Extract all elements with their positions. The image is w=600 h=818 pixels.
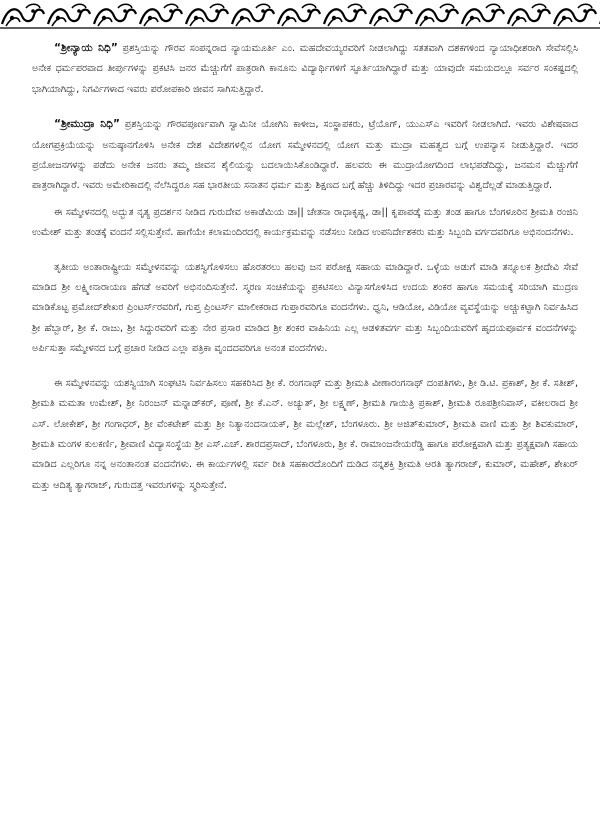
paragraph-text: ತೃತೀಯ ಅಂತಾರಾಷ್ಟ್ರೀಯ ಸಮ್ಮೇಳನವನ್ನು ಯಶಸ್ವಿಗೊಳಿಸಲು ಹೊರತರಲು ಹಲವು ಜನ ಪರೋಕ್ಷ ಸಹಾಯ ಮಾಡಿದ್ದಾರೆ. ಒಳ್ಳೆಯ ಅಡುಗೆ ಮಾಡಿ ತನ್ನೂಲಕ ಶ್ರೀದೇವಿ ಸೇವೆ ಮಾಡಿದ ಶ್ರೀ ಲಕ್ಷ್ಮೀನಾರಾಯಣ ಹೆಗಡೆ ಅವರಿಗೆ ಅಭಿನಂದಿಸುತ್ತೇನೆ. ಸ್ಮರಣ ಸಂಚಿಕೆಯನ್ನು ಪ್ರಕಟಿಸಲು ವಿನ್ಯಾಸಗೊಳಿಸಿದ ಉದಯ ಶಂಕರ ಹಾಗೂ ಸಮಯಕ್ಕೆ ಸರಿಯಾಗಿ ಮುದ್ರಣ ಮಾಡಿಕೊಟ್ಟ ಪ್ರಮೋದ್‌ಶೇಖರ ಪ್ರಿಂಟರ್ಸ್‌ರವರಿಗೆ, ಗುಪ್ತ ಪ್ರಿಂಟರ್ಸ್ ಮಾಲೀಕರಾದ ಗುಪ್ತಾರವರಿಗೂ ವಂದನೆಗಳು. ಧ್ವನಿ, ಆಡಿಯೋ, ವಿಡಿಯೋ ವ್ಯವಸ್ಥೆಯನ್ನು ಅಚ್ಚುಕಟ್ಟಾಗಿ ನಿರ್ವಹಿಸಿದ ಶ್ರೀ ಹೆಬ್ಬಾರ್, ಶ್ರೀ ಕೆ. ರಾಜು, ಶ್ರೀ ಸಿದ್ದುರವರಿಗೆ ಮತ್ತು ನೇರ ಪ್ರಸಾರ ಮಾಡಿದ ಶ್ರೀ ಶಂಕರ ವಾಹಿನಿಯ ಎಲ್ಲ ಆಡಳಿತವರ್ಗ ಮತ್ತು ಸಿಬ್ಬಂದಿಯವರಿಗೆ ಹೃದಯಪೂರ್ವಕ ವಂದನೆಗಳನ್ನು ಅರ್ಪಿಸುತ್ತಾ ಸಮ್ಮೇಳನದ ಬಗ್ಗೆ ಪ್ರಚಾರ ನೀಡಿದ ಎಲ್ಲಾ ಪತ್ರಿಕಾ ವೃಂದದವರಿಗೂ ಅನಂತ ವಂದನೆಗಳು. (32, 261, 578, 355)
paragraph-dance-thanks (32, 203, 578, 244)
award-name-nyaya-nidhi: “ಶ್ರೀನ್ಯಾಯ ನಿಧಿ” (54, 42, 118, 54)
award-name-mudra-nidhi: “ಶ್ರೀಮುದ್ರಾ ನಿಧಿ” (54, 118, 120, 131)
paragraph-support-thanks (32, 258, 578, 360)
paragraph-text: ಪ್ರಶಸ್ತಿಯನ್ನು ಗೌರವಪೂರ್ಣವಾಗಿ ಸ್ವಾಮಿನೀ ಯೋಗಿನಿ ಕಾಳೀಜ, ಸಂಸ್ಥಾಪಕರು, ಟ್ರೆಯೊಗ್, ಯುಎಸ್ಎ ಇವರಿಗೆ ನೀಡಲಾಗಿದೆ. ಇವರು ವಿಶೇಷವಾದ ಯೋಗಪ್ರಕ್ರಿಯೆಯನ್ನು ಅನುಷ್ಠಾನಗೊಳಿಸಿ ಅನೇಕ ದೇಶ ವಿದೇಶಗಳಲ್ಲಿನ ಯೋಗ ಸಮ್ಮೇಳನದಲ್ಲಿ ಯೋಗ ಮತ್ತು ಮುದ್ರಾ ಮಹತ್ವದ ಬಗ್ಗೆ ಉಪನ್ಯಾಸ ನೀಡುತ್ತಿದ್ದಾರೆ. ಇದರ ಪ್ರಯೋಜನಗಳನ್ನು ಪಡೆದು ಅನೇಕ ಜನರು ತಮ್ಮ ಜೀವನ ಶೈಲಿಯನ್ನು ಬದಲಾಯಿಸಿಕೊಂಡಿದ್ದಾರೆ. ಹಲವರು ಈ ಮುದ್ರಾಯೋಗದಿಂದ ಲಾಭಪಡೆದಿದ್ದು, ಜನಮನ ಮೆಚ್ಚುಗೆಗೆ ಪಾತ್ರರಾಗಿದ್ದಾರೆ. ಇವರು ಅಮೇರಿಕಾದಲ್ಲಿ ನೆಲೆಸಿದ್ದರೂ ಸಹ ಭಾರತೀಯ ಸನಾತನ ಧರ್ಮ ಮತ್ತು ಶಿಕ್ಷಣದ ಬಗ್ಗೆ ಹೆಚ್ಚು ತಿಳಿದಿದ್ದು ಇದರ ಪ್ರಚಾರವನ್ನು ವಿಶ್ವದೆಲ್ಲಡೆ ಮಾಡುತ್ತಿದ್ದಾರೆ. (32, 119, 578, 192)
paragraph-organizers-thanks (32, 374, 578, 496)
paragraph-text: ಈ ಸಮ್ಮೇಳನದಲ್ಲಿ ಅದ್ಭುತ ನೃತ್ಯ ಪ್ರದರ್ಶನ ನೀಡಿದ ಗುರುದೇವ ಅಕಾಡೆಮಿಯ ಡಾ|| ಚೇತನಾ ರಾಧಾಕೃಷ್ಣ, ಡಾ|| ಕೃಪಾಪಡ್ಕೆ ಮತ್ತು ತಂಡ ಹಾಗೂ ಬೆಂಗಳೂರಿನ ಶ್ರೀಮತಿ ರಂಜಿನಿ ಉಮೇಶ್ ಮತ್ತು ತಂಡಕ್ಕೆ ವಂದನೆ ಸಲ್ಲಿಸುತ್ತೇನೆ. ಹಾಗೆಯೇ ಕಲಾಮಂದಿರದಲ್ಲಿ ಕಾರ್ಯಕ್ರಮವನ್ನು ನಡೆಸಲು ನೀಡಿದ ಉಪನಿರ್ದೇಶಕರು ಮತ್ತು ಸಿಬ್ಬಂದಿ ವರ್ಗದವರಿಗೂ ಅಭಿನಂದನೆಗಳು. (32, 206, 578, 239)
document-body (32, 38, 578, 496)
paragraph-text: ಪ್ರಶಸ್ತಿಯನ್ನು ಗೌರವ ಸಂಪನ್ನರಾದ ನ್ಯಾಯಮೂರ್ತಿ ಎಂ. ಮಹದೇವಯ್ಯರವರಿಗೆ ನೀಡಲಾಗಿದ್ದು ಸತತವಾಗಿ ದಶಕಗಳಿಂದ ನ್ಯಾಯಾಧೀಶರಾಗಿ ಸೇವೆಸಲ್ಲಿಸಿ ಅನೇಕ ಧರ್ಮಪರವಾದ ತೀರ್ಪುಗಳನ್ನು ಪ್ರಕಟಿಸಿ ಜನರ ಮೆಚ್ಚುಗೆಗೆ ಪಾತ್ರರಾಗಿ ಕಾನೂನು ವಿದ್ಯಾರ್ಥಿಗಳಿಗೆ ಸ್ಫೂರ್ತಿಯಾಗಿದ್ದಾರೆ ಮತ್ತು ಯಾವುದೇ ಸಮಯದಲ್ಲೂ ಸರ್ವರ ಸಂಕಷ್ಟದಲ್ಲಿ ಭಾಗಿಯಾಗಿದ್ದು, ನಿಗರ್ವಿಗಳಾದ ಇವರು ಪರೋಪಕಾರಿ ಜೀವನ ಸಾಗಿಸುತ್ತಿದ್ದಾರೆ. (32, 43, 579, 95)
paragraph-text: ಈ ಸಮ್ಮೇಳನವನ್ನು ಯಶಸ್ವಿಯಾಗಿ ಸಂಘಟಿಸಿ ನಿರ್ವಹಿಸಲು ಸಹಕರಿಸಿದ ಶ್ರೀ ಕೆ. ರಂಗನಾಥ್ ಮತ್ತು ಶ್ರೀಮತಿ ವೀಣಾರಂಗನಾಥ್ ದಂಪತಿಗಳು, ಶ್ರೀ ಡಿ.ಟಿ. ಪ್ರಕಾಶ್, ಶ್ರೀ ಕೆ. ಸತೀಶ್, ಶ್ರೀಮತಿ ಮಮತಾ ಉಮೇಶ್, ಶ್ರೀ ನಿರಂಜನ್ ಮನ್ನಾಡ್‌ಕರ್, ಪೂಣೆ, ಶ್ರೀ ಕೆ.ಎನ್. ಅಚ್ಯುತ್, ಶ್ರೀ ಲಕ್ಷ್ಮಣ್, ಶ್ರೀಮತಿ ಗಾಯಿತ್ರಿ ಪ್ರಕಾಶ್, ಶ್ರೀಮತಿ ರೂಪಶ್ರೀನಿವಾಸ್, ವಕೀಲರಾದ ಶ್ರೀ ಎಸ್. ಲೋಕೇಶ್, ಶ್ರೀ ಗಂಗಾಧರ್, ಶ್ರೀ ವೆಂಕಟೇಶ್ ಮತ್ತು ಶ್ರೀ ನಿತ್ಯಾನಂದನಾಯಕ್, ಶ್ರೀ ಮಲ್ಲೇಶ್, ಬೆಂಗಳೂರು. ಶ್ರೀ ಅಜಿತ್‌ಕುಮಾರ್, ಶ್ರೀಮತಿ ವಾಣಿ ಮತ್ತು ಶ್ರೀ ಶಿವಕುಮಾರ್, ಶ್ರೀಮತಿ ಮಂಗಳ ಕುಲಕರ್ಣಿ, ಶ್ರೀವಾಣಿ ವಿದ್ಯಾಸಂಸ್ಥೆಯ ಶ್ರೀ ಎಸ್.ಎಚ್. ಶಾರದಪ್ರಸಾದ್, ಬೆಂಗಳೂರು, ಶ್ರೀ ಕೆ. ರಾಮಾಂಜನೇಯರೆಡ್ಡಿ ಹಾಗೂ ಪರೋಕ್ಷವಾಗಿ ಮತ್ತು ಪ್ರತ್ಯಕ್ಷವಾಗಿ ಸಹಾಯ ಮಾಡಿದ ಎಲ್ಲರಿಗೂ ನನ್ನ ಅನಂತಾನಂತ ವಂದನೆಗಳು. ಈ ಕಾರ್ಯಗಳಲ್ಲಿ ಸರ್ವ ರೀತಿ ಸಹಕಾರದೊಂದಿಗೆ ದುಡಿದ ನನ್ನಶಕ್ತಿ ಶ್ರೀಮತಿ ಆರತಿ ತ್ಯಾಗರಾಜ್, ಕುಮಾರ್, ಮಹೇಶ್, ಶೇಖರ್ ಮತ್ತು ಆದಿತ್ಯ ತ್ಯಾಗರಾಜ್, ಗುರುದತ್ತ ಇವರುಗಳನ್ನು ಸ್ಮರಿಸುತ್ತೇನೆ. (32, 377, 578, 491)
paragraph-mudra-nidhi (32, 114, 578, 197)
paragraph-nyaya-nidhi (32, 38, 578, 100)
decorative-border (0, 2, 600, 30)
